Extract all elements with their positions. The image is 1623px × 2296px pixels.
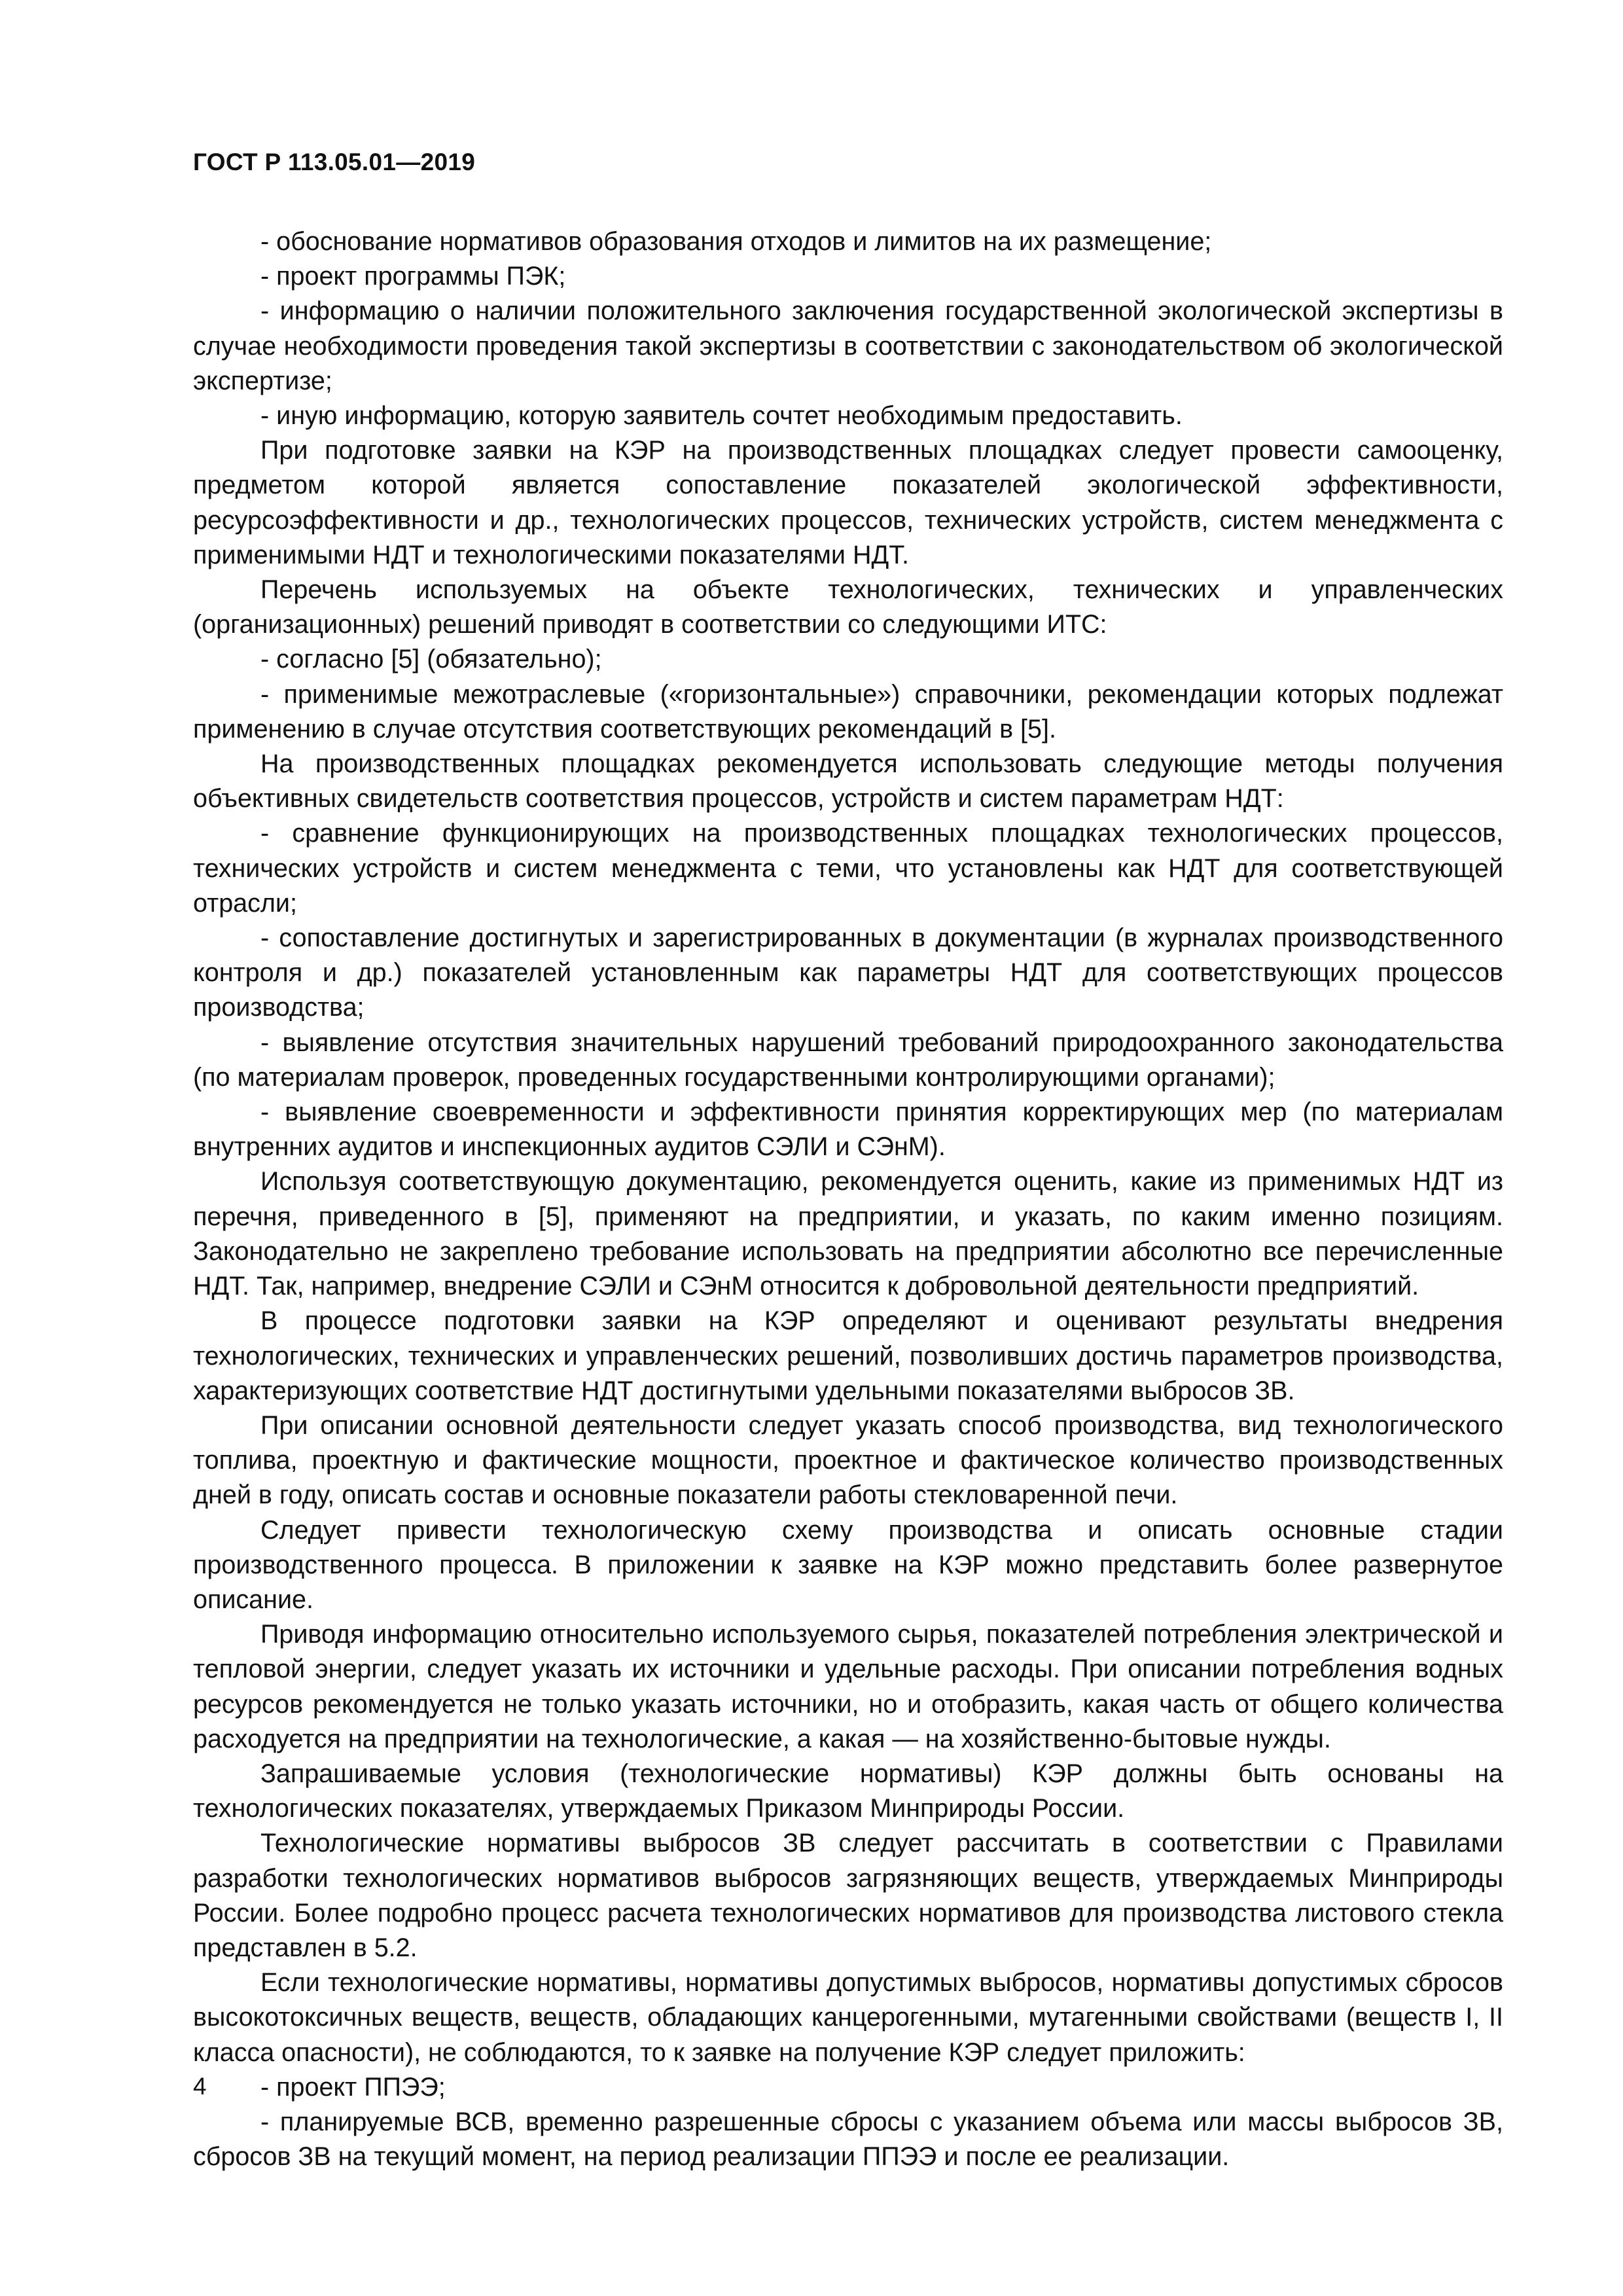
- paragraph: На производственных площадках рекомендуется использовать следующие методы получения объективных свидетельств соответствия процессов, устройств и систем параметрам НДТ:: [193, 749, 1503, 814]
- list-item: - выявление своевременности и эффективности принятия корректирующих мер (по материалам внутренних аудитов и инспекционных аудитов СЭЛИ и СЭнМ).: [193, 1098, 1503, 1162]
- list-item: - иную информацию, которую заявитель сочтет необходимым предоставить.: [260, 401, 1183, 431]
- list-item: - согласно [5] (обязательно);: [260, 645, 602, 674]
- paragraph: Следует привести технологическую схему производства и описать основные стадии производственного процесса. В приложении к заявке на КЭР можно представить более развернутое описание.: [193, 1515, 1503, 1614]
- list-item: - выявление отсутствия значительных нарушений требований природоохранного законодательства (по материалам проверок, проведенных государственными контролирующими органами);: [193, 1028, 1503, 1092]
- paragraph: Технологические нормативы выбросов ЗВ следует рассчитать в соответствии с Правилами разработки технологических нормативов выбросов загрязняющих веществ, утверждаемых Минприроды России. Более подробно процесс расчета технологических нормативов для производства листового стекла представлен в 5.2.: [193, 1829, 1503, 1962]
- list-item: - обоснование нормативов образования отходов и лимитов на их размещение;: [260, 227, 1212, 256]
- list-item: - проект ППЭЭ;: [260, 2072, 446, 2102]
- document-body: [193, 224, 1503, 2174]
- paragraph: Запрашиваемые условия (технологические нормативы) КЭР должны быть основаны на технологических показателях, утверждаемых Приказом Минприроды России.: [193, 1759, 1503, 1823]
- document-code-header: ГОСТ Р 113.05.01—2019: [193, 149, 476, 175]
- paragraph: Приводя информацию относительно используемого сырья, показателей потребления электрической и тепловой энергии, следует указать их источники и удельные расходы. При описании потребления водных ресурсов рекомендуется не только указать источники, но и отобразить, какая часть от общего количества расходуется на предприятии на технологические, а какая — на хозяйственно-бытовые нужды.: [193, 1620, 1503, 1753]
- paragraph: При описании основной деятельности следует указать способ производства, вид технологического топлива, проектную и фактические мощности, проектное и фактическое количество производственных дней в году, описать состав и основные показатели работы стекловаренной печи.: [193, 1410, 1503, 1510]
- paragraph: Перечень используемых на объекте технологических, технических и управленческих (организационных) решений приводят в соответствии со следующими ИТС:: [193, 575, 1503, 639]
- paragraph: Используя соответствующую документацию, рекомендуется оценить, какие из применимых НДТ из перечня, приведенного в [5], применяют на предприятии, и указать, по каким именно позициям. Законодательно не закреплено требование использовать на предприятии абсолютно все перечисленные НДТ. Так, например, внедрение СЭЛИ и СЭнМ относится к добровольной деятельности предприятий.: [193, 1167, 1503, 1301]
- paragraph: Если технологические нормативы, нормативы допустимых выбросов, нормативы допустимых сбросов высокотоксичных веществ, веществ, обладающих канцерогенными, мутагенными свойствами (веществ I, II класса опасности), не соблюдаются, то к заявке на получение КЭР следует приложить:: [193, 1968, 1503, 2067]
- page-number: 4: [193, 2073, 207, 2100]
- paragraph: В процессе подготовки заявки на КЭР определяют и оценивают результаты внедрения технологических, технических и управленческих решений, позволивших достичь параметров производства, характеризующих соответствие НДТ достигнутыми удельными показателями выбросов ЗВ.: [193, 1306, 1503, 1405]
- list-item: - применимые межотраслевые («горизонтальные») справочники, рекомендации которых подлежат применению в случае отсутствия соответствующих рекомендаций в [5].: [193, 679, 1503, 744]
- paragraph: При подготовке заявки на КЭР на производственных площадках следует провести самооценку, предметом которой является сопоставление показателей экологической эффективности, ресурсоэффективности и др., технологических процессов, технических устройств, систем менеджмента с применимыми НДТ и технологическими показателями НДТ.: [193, 436, 1503, 569]
- list-item: - планируемые ВСВ, временно разрешенные сбросы с указанием объема или массы выбросов ЗВ, сбросов ЗВ на текущий момент, на период реализации ППЭЭ и после ее реализации.: [193, 2107, 1503, 2172]
- list-item: - проект программы ПЭК;: [260, 262, 566, 291]
- list-item: - сопоставление достигнутых и зарегистрированных в документации (в журналах производственного контроля и др.) показателей установленным как параметры НДТ для соответствующих процессов производства;: [193, 924, 1503, 1022]
- list-item: - сравнение функционирующих на производственных площадках технологических процессов, технических устройств и систем менеджмента с теми, что установлены как НДТ для соответствующей отрасли;: [193, 819, 1503, 918]
- list-item: - информацию о наличии положительного заключения государственной экологической экспертизы в случае необходимости проведения такой экспертизы в соответствии с законодательством об экологической экспертизе;: [193, 296, 1503, 395]
